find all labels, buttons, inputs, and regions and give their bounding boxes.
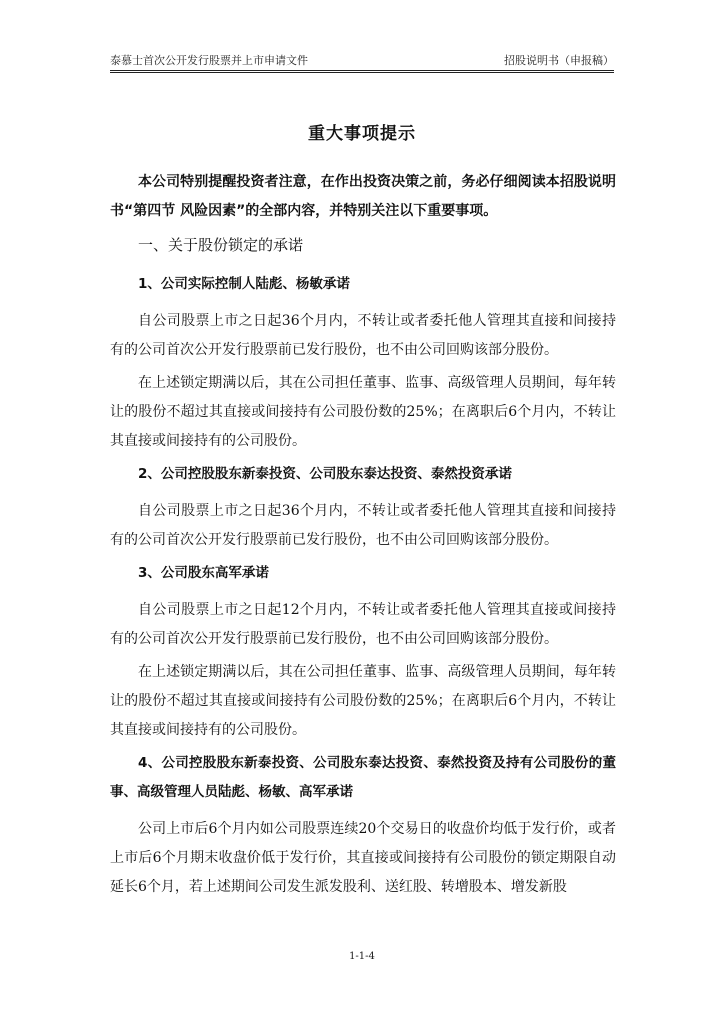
page-title: 重大事项提示 (308, 124, 416, 144)
document-body (110, 168, 616, 906)
item-title-4: 4、公司控股股东新泰投资、公司股东泰达投资、泰然投资及持有公司股份的董事、高级管理人员陆彪、杨敏、高军承诺 (110, 755, 616, 800)
item-1-paragraph-1: 自公司股票上市之日起36个月内，不转让或者委托他人管理其直接和间接持有的公司首次公开发行股票前已发行股份，也不由公司回购该部分股份。 (110, 313, 616, 358)
item-title-1: 1、公司实际控制人陆彪、杨敏承诺 (138, 276, 350, 292)
item-1-paragraph-2: 在上述锁定期满以后，其在公司担任董事、监事、高级管理人员期间，每年转让的股份不超过其直接或间接持有公司股份数的25%；在离职后6个月内，不转让其直接或间接持有的公司股份。 (110, 375, 616, 449)
header-right-text: 招股说明书（申报稿） (504, 54, 614, 67)
item-4-paragraph-1: 公司上市后6个月内如公司股票连续20个交易日的收盘价均低于发行价，或者上市后6个月期末收盘价低于发行价，其直接或间接持有公司股份的锁定期限自动延长6个月，若上述期间公司发生派发股利、送红股、转增股本、增发新股 (110, 821, 616, 895)
intro-paragraph: 本公司特别提醒投资者注意，在作出投资决策之前，务必仔细阅读本招股说明书“第四节 风险因素”的全部内容，并特别关注以下重要事项。 (110, 174, 616, 219)
item-3-paragraph-1: 自公司股票上市之日起12个月内，不转让或者委托他人管理其直接或间接持有的公司首次公开发行股票前已发行股份，也不由公司回购该部分股份。 (110, 602, 616, 647)
item-title-3: 3、公司股东高军承诺 (138, 565, 269, 581)
page-header (110, 50, 614, 71)
item-3-paragraph-2: 在上述锁定期满以后，其在公司担任董事、监事、高级管理人员期间，每年转让的股份不超过其直接或间接持有公司股份数的25%；在离职后6个月内，不转让其直接或间接持有的公司股份。 (110, 664, 616, 738)
header-rule (110, 72, 614, 73)
item-title-2: 2、公司控股股东新泰投资、公司股东泰达投资、泰然投资承诺 (138, 466, 512, 482)
page-number: 1-1-4 (349, 951, 375, 962)
section-heading-1: 一、关于股份锁定的承诺 (138, 236, 304, 254)
header-left-text: 泰慕士首次公开发行股票并上市申请文件 (110, 54, 308, 67)
item-2-paragraph-1: 自公司股票上市之日起36个月内，不转让或者委托他人管理其直接和间接持有的公司首次公开发行股票前已发行股份，也不由公司回购该部分股份。 (110, 503, 616, 548)
